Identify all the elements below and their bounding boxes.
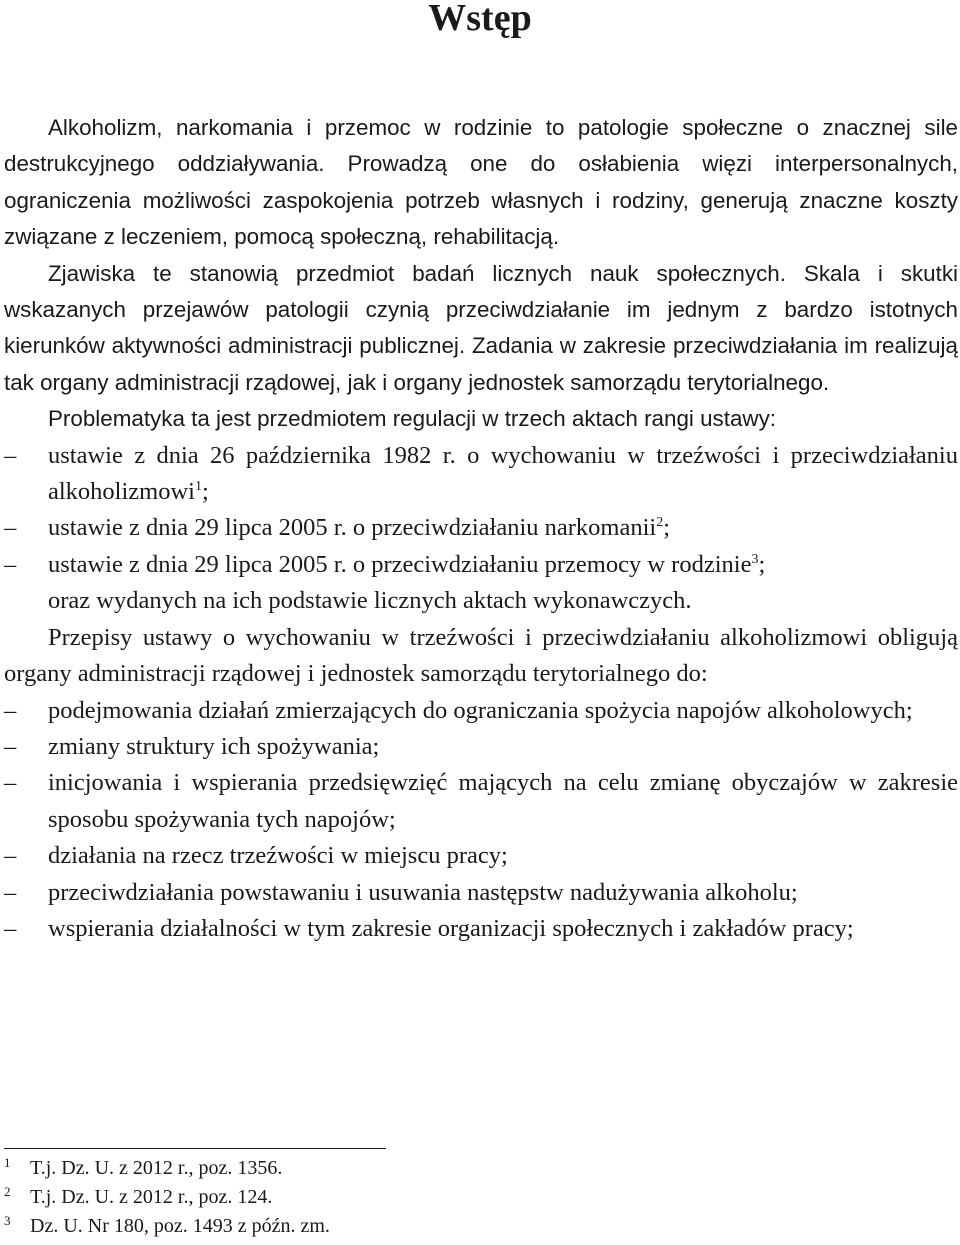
paragraph-obligations: Przepisy ustawy o wychowaniu w trzeźwości i przeciwdziałaniu alkoholizmowi obligują organy administracji rządowej i jednostek samorządu terytorialnego do: — [4, 623, 958, 688]
duty-text: zmiany struktury ich spożywania; — [48, 732, 380, 760]
dash-marker: – — [4, 514, 17, 542]
act-text: ustawie z dnia 29 lipca 2005 r. o przeciwdziałaniu narkomanii — [48, 514, 657, 542]
paragraph-intro-2: Zjawiska te stanowią przedmiot badań licznych nauk społecznych. Skala i skutki wskazanych przejawów patologii czynią przeciwdziałanie im jednym z bardzo istotnych kierunków aktywności administracji publicznej. Zadania w zakresie przeciwdziałania im realizują tak organy administracji rządowej, jak i organy jednostek samorządu terytorialnego. — [4, 260, 958, 395]
footnote-text: T.j. Dz. U. z 2012 r., poz. 124. — [30, 1186, 273, 1208]
dash-marker: – — [4, 769, 17, 797]
list-item — [4, 729, 958, 765]
paragraph-intro-1: Alkoholizm, narkomania i przemoc w rodzinie to patologie społeczne o znacznej sile destrukcyjnego oddziaływania. Prowadzą one do osłabienia więzi interpersonalnych, ograniczenia możliwości zaspokojenia potrzeb własnych i rodziny, generują znaczne koszty związane z leczeniem, pomocą społeczną, rehabilitacją. — [4, 115, 958, 250]
list-item — [4, 875, 958, 911]
list-item — [4, 765, 958, 838]
dash-marker: – — [4, 878, 17, 906]
dash-marker: – — [4, 732, 17, 760]
footnote-ref: 2 — [656, 515, 664, 531]
dash-marker: – — [4, 441, 17, 469]
act-tail: ; — [758, 550, 766, 578]
duty-text: wspierania działalności w tym zakresie organizacji społecznych i zakładów pracy; — [48, 914, 854, 942]
footnote-text: T.j. Dz. U. z 2012 r., poz. 1356. — [30, 1157, 283, 1179]
act-tail: ; — [663, 514, 671, 542]
list-item — [4, 693, 958, 729]
act-text: ustawie z dnia 29 lipca 2005 r. o przeciwdziałaniu przemocy w rodzinie — [48, 550, 752, 578]
dash-marker: – — [4, 550, 17, 578]
act-text: ustawie z dnia 26 października 1982 r. o wychowaniu w trzeźwości i przeciwdziałaniu alkoholizmowi — [48, 441, 958, 506]
duties-list — [4, 693, 958, 948]
page-title: Wstęp — [428, 0, 532, 39]
list-item — [4, 547, 958, 583]
footnote-text: Dz. U. Nr 180, poz. 1493 z późn. zm. — [30, 1215, 330, 1237]
footnote — [4, 1212, 704, 1241]
document-body — [4, 110, 958, 947]
paragraph-intro-3: Problematyka ta jest przedmiotem regulacji w trzech aktach rangi ustawy: — [48, 406, 777, 432]
list-item — [4, 911, 958, 947]
footnote-ref: 3 — [751, 551, 759, 567]
duty-text: działania na rzecz trzeźwości w miejscu pracy; — [48, 842, 508, 870]
paragraph-acts-closing: oraz wydanych na ich podstawie licznych aktach wykonawczych. — [48, 587, 692, 615]
list-item — [4, 438, 958, 511]
dash-marker: – — [4, 842, 17, 870]
footnote-divider — [4, 1148, 386, 1149]
footnote — [4, 1154, 704, 1183]
list-item — [4, 838, 958, 874]
acts-list — [4, 438, 958, 584]
duty-text: przeciwdziałania powstawaniu i usuwania następstw nadużywania alkoholu; — [48, 878, 798, 906]
footnote-number: 2 — [4, 1184, 11, 1199]
dash-marker: – — [4, 696, 17, 724]
act-tail: ; — [201, 478, 209, 506]
footnotes — [4, 1154, 704, 1241]
footnote-number: 3 — [4, 1213, 11, 1228]
footnote-number: 1 — [4, 1155, 11, 1170]
duty-text: inicjowania i wspierania przedsięwzięć mających na celu zmianę obyczajów w zakresie sposobu spożywania tych napojów; — [48, 769, 958, 833]
duty-text: podejmowania działań zmierzających do ograniczania spożycia napojów alkoholowych; — [48, 696, 913, 724]
footnote-ref: 1 — [194, 479, 202, 495]
dash-marker: – — [4, 914, 17, 942]
footnote — [4, 1183, 704, 1212]
list-item — [4, 510, 958, 546]
